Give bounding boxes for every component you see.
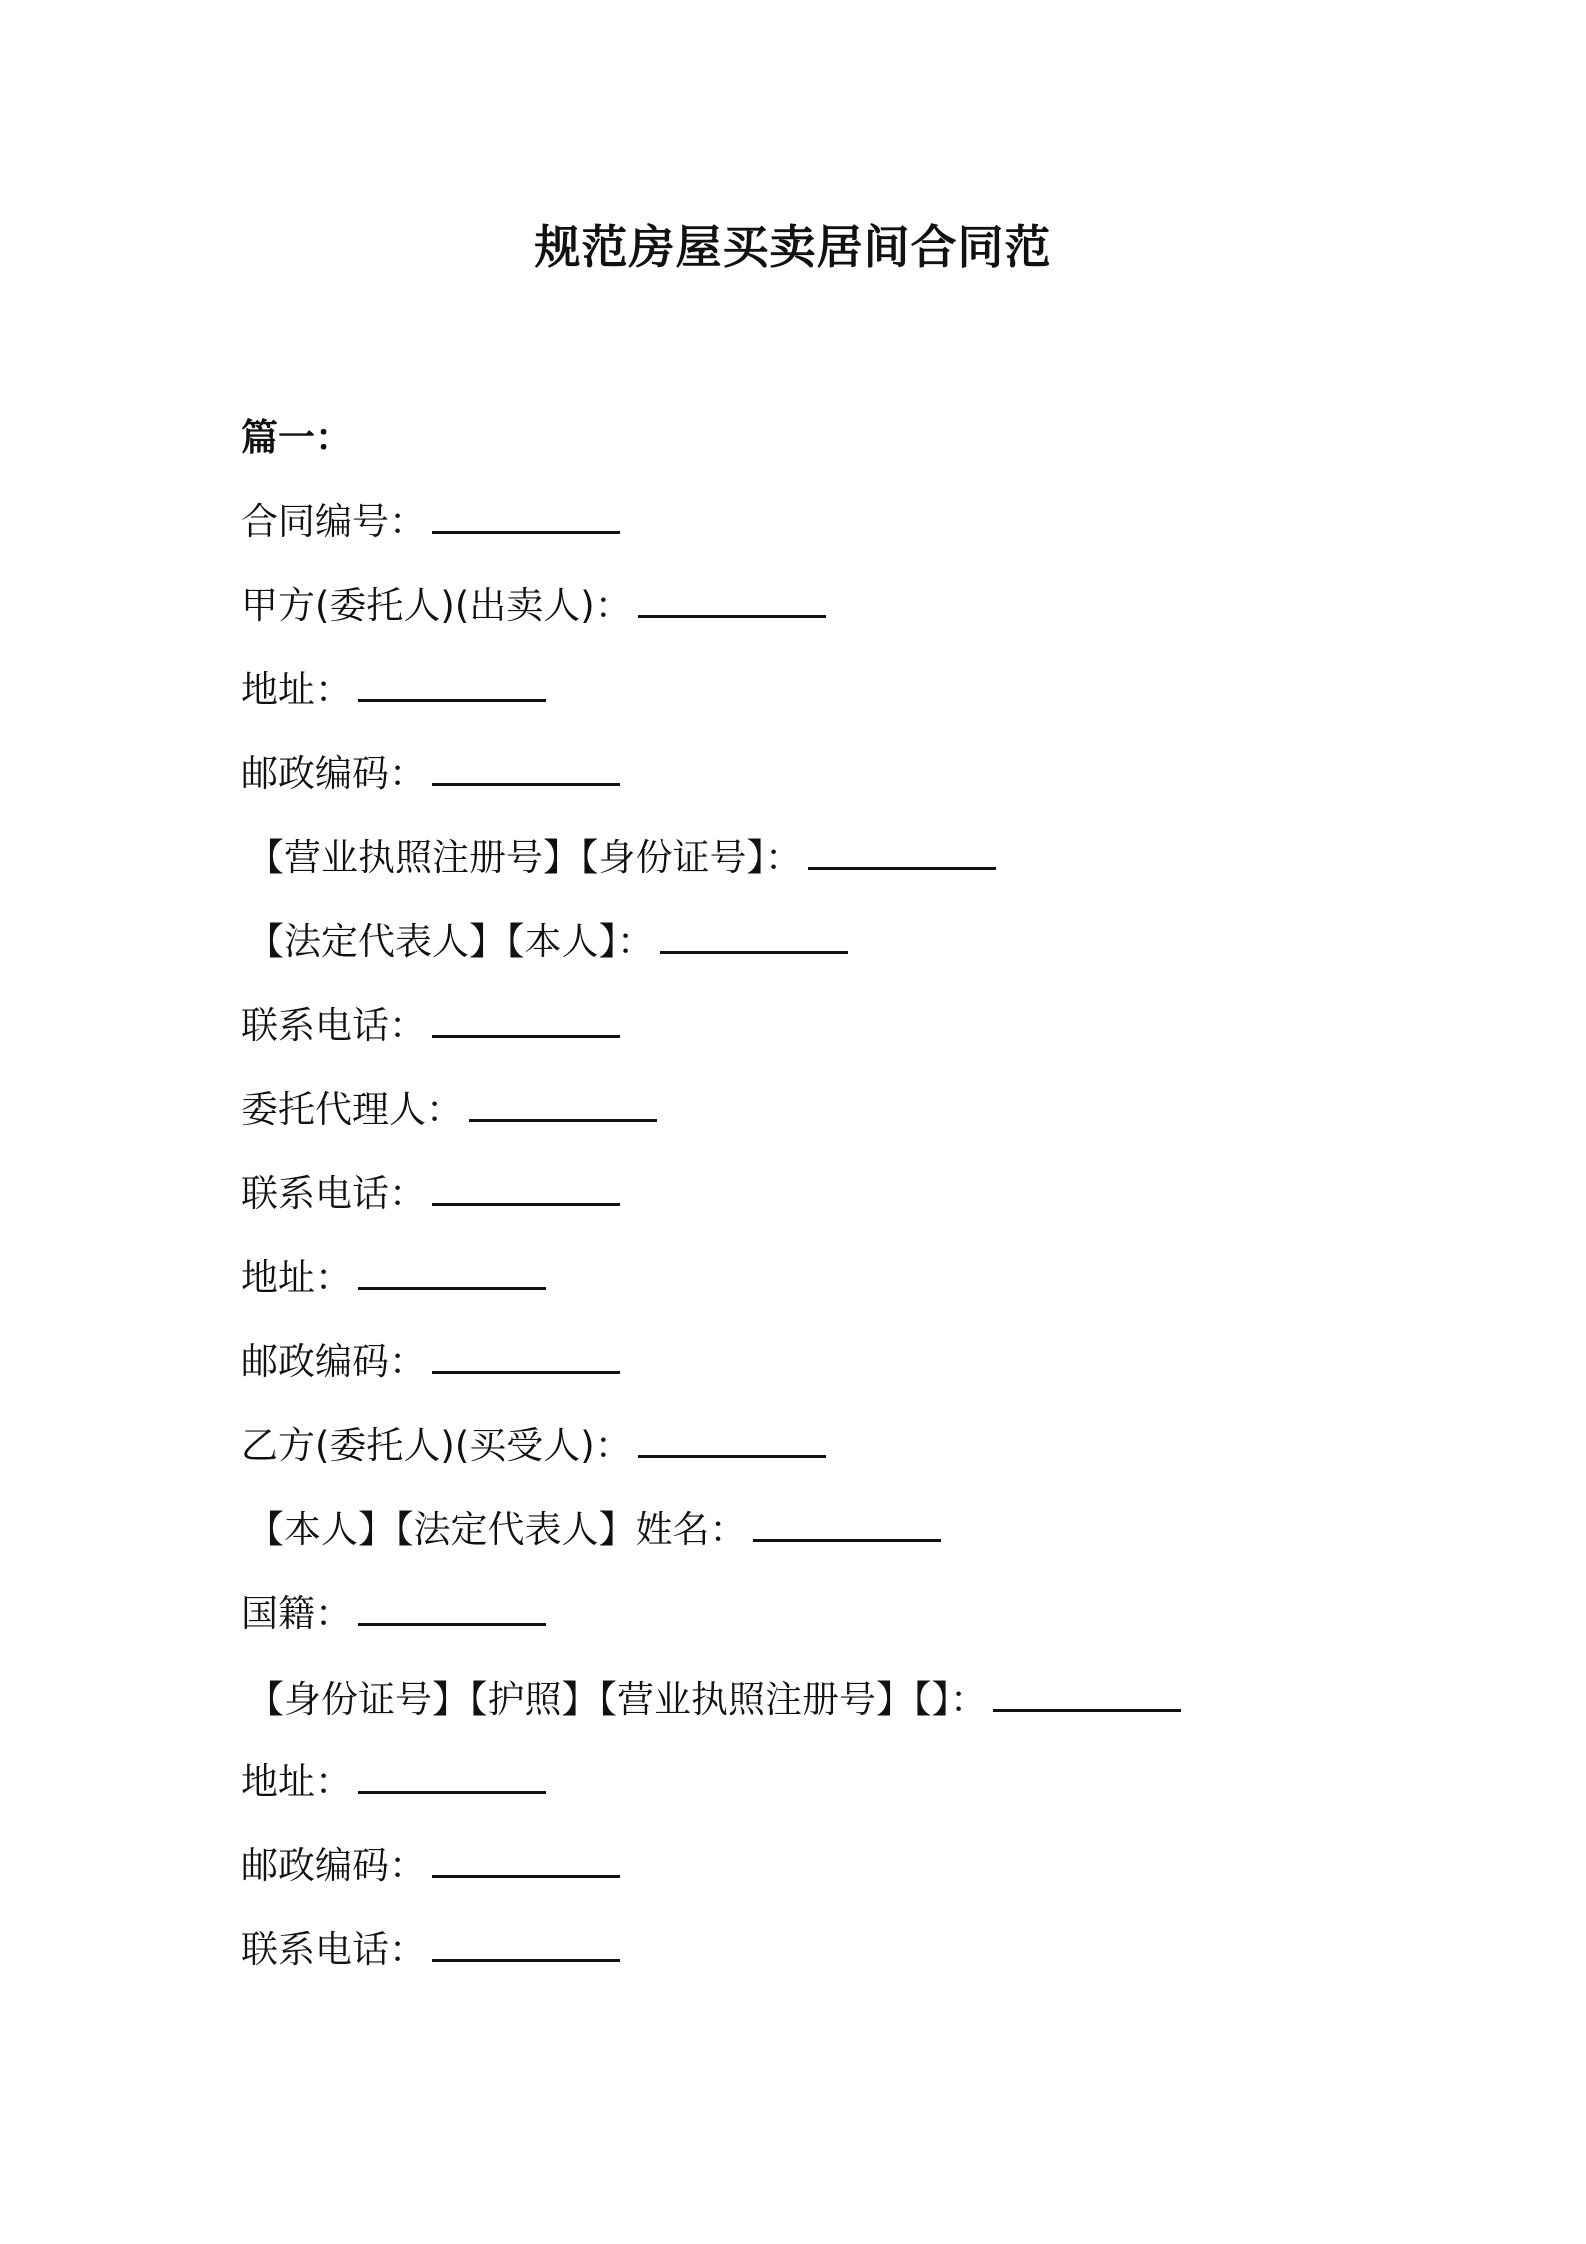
field-agent-postcode xyxy=(241,1332,620,1392)
field-party-b-nationality xyxy=(241,1584,546,1644)
field-party-a-address xyxy=(241,660,546,720)
fill-blank[interactable] xyxy=(358,1763,546,1794)
field-label: 联系电话： xyxy=(241,1004,426,1047)
fill-blank[interactable] xyxy=(808,839,996,870)
fill-blank[interactable] xyxy=(358,1595,546,1626)
field-label: 【本人】【法定代表人】姓名： xyxy=(247,1508,747,1551)
field-label: 邮政编码： xyxy=(241,1340,426,1383)
field-label: 国籍： xyxy=(241,1592,352,1635)
field-party-a-phone xyxy=(241,996,620,1056)
fill-blank[interactable] xyxy=(432,1007,620,1038)
fill-blank[interactable] xyxy=(993,1681,1181,1712)
fill-blank[interactable] xyxy=(432,1847,620,1878)
field-label: 联系电话： xyxy=(241,1172,426,1215)
field-party-b-id xyxy=(247,1670,1181,1730)
field-label: 地址： xyxy=(241,668,352,711)
field-agent-phone xyxy=(241,1164,620,1224)
field-label: 地址： xyxy=(241,1760,352,1803)
fill-blank[interactable] xyxy=(432,1175,620,1206)
field-party-a-license-id xyxy=(247,828,996,888)
field-label: 地址： xyxy=(241,1256,352,1299)
field-party-a-postcode xyxy=(241,744,620,804)
field-label: 邮政编码： xyxy=(241,1844,426,1887)
fill-blank[interactable] xyxy=(638,1427,826,1458)
document-title: 规范房屋买卖居间合同范 xyxy=(534,220,1052,274)
field-label: 委托代理人： xyxy=(241,1088,463,1131)
field-label: 合同编号： xyxy=(241,500,426,543)
field-label: 联系电话： xyxy=(241,1928,426,1971)
fill-blank[interactable] xyxy=(469,1091,657,1122)
fill-blank[interactable] xyxy=(358,1259,546,1290)
fill-blank[interactable] xyxy=(660,923,848,954)
field-agent-address xyxy=(241,1248,546,1308)
field-label: 【身份证号】【护照】【营业执照注册号】【】： xyxy=(247,1678,987,1721)
field-party-b-phone xyxy=(241,1920,620,1980)
fill-blank[interactable] xyxy=(358,671,546,702)
field-label: 邮政编码： xyxy=(241,752,426,795)
field-party-b-postcode xyxy=(241,1836,620,1896)
field-party-b-address xyxy=(241,1752,546,1812)
fill-blank[interactable] xyxy=(432,755,620,786)
fill-blank[interactable] xyxy=(432,503,620,534)
section-heading-text: 篇一： xyxy=(241,416,352,459)
field-party-b-name xyxy=(247,1500,941,1560)
field-agent xyxy=(241,1080,657,1140)
fill-blank[interactable] xyxy=(753,1511,941,1542)
field-contract-number xyxy=(241,492,620,552)
field-label: 甲方(委托人)(出卖人)： xyxy=(241,584,632,627)
field-party-a-representative xyxy=(247,912,848,972)
fill-blank[interactable] xyxy=(638,587,826,618)
field-party-a xyxy=(241,576,826,636)
field-label: 【法定代表人】【本人】： xyxy=(247,920,654,963)
field-label: 乙方(委托人)(买受人)： xyxy=(241,1424,632,1467)
fill-blank[interactable] xyxy=(432,1343,620,1374)
field-party-b xyxy=(241,1416,826,1476)
field-label: 【营业执照注册号】【身份证号】： xyxy=(247,836,802,879)
fill-blank[interactable] xyxy=(432,1931,620,1962)
section-heading xyxy=(241,408,352,468)
